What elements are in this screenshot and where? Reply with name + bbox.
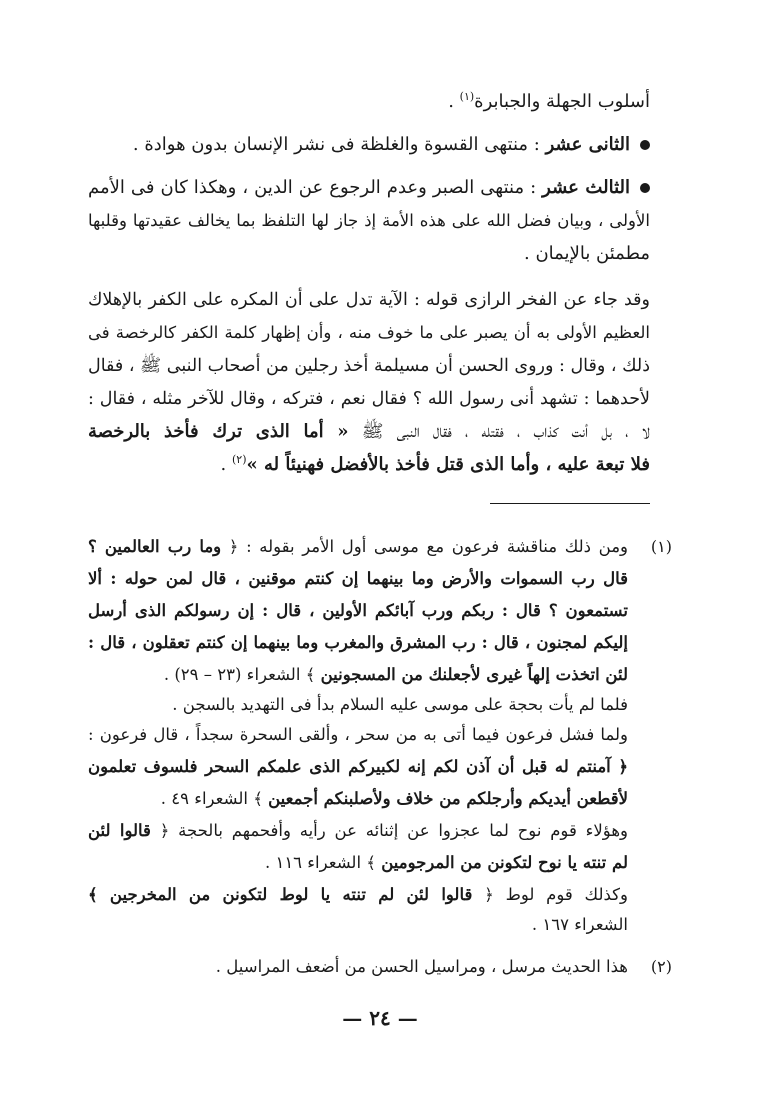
footnote-1-line-13: الشعراء ١٦٧ .	[531, 915, 628, 934]
footnote-1-number: (١)	[650, 537, 672, 556]
body-line-1: أسلوب الجهلة والجبابرة$^{(١)}$ .	[448, 90, 650, 112]
footnote-ref-1: (١)	[459, 90, 475, 103]
footnote-1-line-3: تستمعون ؟ قال : ربكم ورب آبائكم الأولين ، قال : إن رسولكم الذى أرسل	[88, 601, 628, 620]
footnote-1-line-6: فلما لم يأت بحجة على موسى عليه السلام بدأ فى التهديد بالسجن .	[172, 695, 628, 714]
footnote-2-number: (٢)	[650, 957, 672, 976]
footnote-1-line-5: لئن اتخذت إلهاً غيرى لأجعلنك من المسجونين ﴾ الشعراء (٢٣ – ٢٩) .	[163, 665, 628, 684]
point-twelve: الثانى عشر : منتهى القسوة والغلظة فى نشر الإنسان بدون هوادة .	[88, 131, 650, 159]
footnote-2-text: هذا الحديث مرسل ، ومراسيل الحسن من أضعف المراسيل .	[215, 957, 628, 976]
footnote-ref-2: (٢)	[231, 453, 247, 466]
paragraph-line-5: لا ، بل أنت كذاب ، فقتله ، فقال النبى ﷺ « أما الذى ترك فأخذ بالرخصة	[88, 421, 650, 442]
point-twelve-label: الثانى عشر	[545, 134, 630, 155]
paragraph-line-1: وقد جاء عن الفخر الرازى قوله : الآية تدل على أن المكره على الكفر بالإهلاك	[88, 290, 650, 310]
footnote-1-line-10: وهؤلاء قوم نوح لما عجزوا عن إثنائه عن رأيه وأفحمهم بالحجة ﴿ قالوا لئن	[88, 821, 628, 840]
footnote-separator	[490, 503, 650, 504]
footnote-1-line-1: ومن ذلك مناقشة فرعون مع موسى أول الأمر بقوله : ﴿ وما رب العالمين ؟	[88, 537, 628, 556]
footnote-1-line-11: لم تنته يا نوح لتكونن من المرجومين ﴾ الشعراء ١١٦ .	[264, 853, 628, 872]
footnote-1-line-4: إليكم لمجنون ، قال : رب المشرق والمغرب وما بينهما إن كنتم تعقلون ، قال :	[88, 633, 628, 652]
bullet-icon	[640, 183, 650, 193]
hadith-quote-end: فلا تبعة عليه ، وأما الذى قتل فأخذ بالأفضل فهنيئاً له »	[246, 454, 650, 475]
paragraph-line-2: العظيم الأولى به أن يصبر على ما خوف منه ، وأن إظهار كلمة الكفر كالرخصة فى	[88, 323, 650, 342]
point-thirteen-line-2: الأولى ، وبيان فضل الله على هذه الأمة إذ جاز لها التلفظ بما يخالف عقيدتها وقلبها	[88, 211, 650, 230]
footnote-1-line-8: ﴿ آمنتم له قبل أن آذن لكم إنه لكبيركم الذى علمكم السحر فلسوف تعلمون	[88, 757, 628, 776]
paragraph-line-6: فلا تبعة عليه ، وأما الذى قتل فأخذ بالأفضل فهنيئاً له »$^{(٢)}$ .	[220, 453, 650, 475]
page-number: — ٢٤ —	[342, 1006, 418, 1030]
footnote-1-line-9: لأقطعن أيديكم وأرجلكم من خلاف ولأصلبنكم أجمعين ﴾ الشعراء ٤٩ .	[160, 789, 628, 808]
point-thirteen-line-3: مطمئن بالإيمان .	[524, 243, 650, 264]
point-thirteen: الثالث عشر : منتهى الصبر وعدم الرجوع عن الدين ، وهكذا كان فى الأمم	[88, 174, 650, 202]
footnote-1-line-12: وكذلك قوم لوط ﴿ قالوا لئن لم تنته يا لوط لتكونن من المخرجين ﴾	[88, 885, 628, 904]
footnote-1-line-2: قال رب السموات والأرض وما بينهما إن كنتم موقنين ، قال لمن حوله : ألا	[88, 569, 628, 588]
hadith-quote-start: « أما الذى ترك فأخذ بالرخصة	[88, 421, 349, 442]
footnote-1-line-7: ولما فشل فرعون فيما أتى به من سحر ، وألقى السحرة سجداً ، قال فرعون :	[88, 725, 628, 744]
point-thirteen-label: الثالث عشر	[542, 177, 630, 198]
paragraph-line-4: لأحدهما : تشهد أنى رسول الله ؟ فقال نعم ، فتركه ، وقال للآخر مثله ، فقال :	[88, 389, 650, 409]
bullet-icon	[640, 140, 650, 150]
paragraph-line-3: ذلك ، وقال : وروى الحسن أن مسيلمة أخذ رجلين من أصحاب النبى ﷺ ، فقال	[88, 356, 650, 376]
